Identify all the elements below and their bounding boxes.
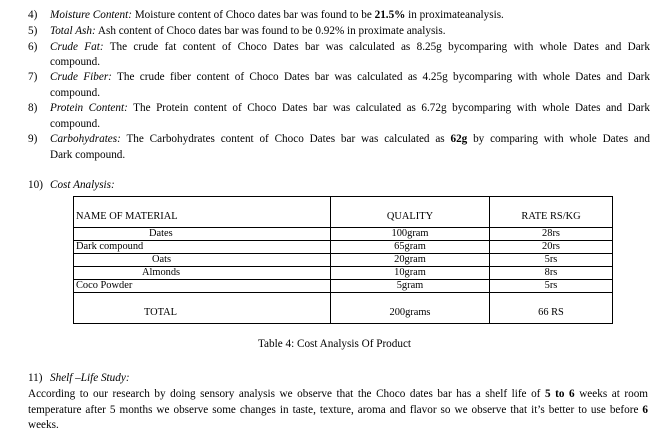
item-label: Crude Fat: — [50, 41, 104, 53]
cell-material: Oats — [74, 254, 331, 267]
item-continuation: compound. — [50, 118, 101, 130]
header-name: NAME OF MATERIAL — [74, 197, 331, 228]
shelf-line-3: weeks. — [28, 419, 59, 431]
cell-material: Almonds — [74, 267, 331, 280]
table-row — [74, 254, 613, 267]
item-number: 7) — [28, 71, 38, 83]
table-row — [74, 280, 613, 293]
cell-material: Dates — [74, 228, 331, 241]
item-number: 6) — [28, 41, 38, 53]
section-label: Cost Analysis: — [50, 179, 115, 191]
cell-quality: 10gram — [331, 267, 490, 280]
item-continuation: compound. — [50, 56, 101, 68]
item-label: Protein Content: — [50, 102, 128, 114]
moisture-value: 21.5% — [374, 9, 406, 21]
shelf-line-1: According to our research by doing sensory analysis we observe that the Choco dates bar has a shelf life of 5 to 6 weeks at room — [28, 388, 648, 400]
cell-rate: 20rs — [490, 241, 613, 254]
total-rate: 66 RS — [490, 293, 613, 324]
item-label: Crude Fiber: — [50, 71, 112, 83]
item-label: Carbohydrates: — [50, 133, 121, 145]
cell-quality: 5gram — [331, 280, 490, 293]
total-quality: 200grams — [331, 293, 490, 324]
item-continuation: Dark compound. — [50, 149, 126, 161]
table-row — [74, 267, 613, 280]
item-number: 4) — [28, 9, 38, 21]
cell-quality: 100gram — [331, 228, 490, 241]
cell-material: Dark compound — [74, 241, 331, 254]
table-total-row — [74, 293, 613, 324]
cell-quality: 20gram — [331, 254, 490, 267]
item-continuation: compound. — [50, 87, 101, 99]
table-header-row — [74, 197, 613, 228]
table-row — [74, 228, 613, 241]
cell-rate: 28rs — [490, 228, 613, 241]
cell-quality: 65gram — [331, 241, 490, 254]
item-number: 10) — [28, 179, 43, 191]
shelf-line-2: temperature after 5 months we observe some changes in taste, texture, aroma and flavor so we observe that it’s better to use before 6 — [28, 404, 648, 416]
table-caption: Table 4: Cost Analysis Of Product — [258, 338, 412, 350]
item-number: 5) — [28, 25, 38, 37]
header-quality: QUALITY — [331, 197, 490, 228]
header-rate: RATE RS/KG — [490, 197, 613, 228]
total-label: TOTAL — [74, 293, 331, 324]
cell-material: Coco Powder — [74, 280, 331, 293]
shelf-weeks-value: 6 — [642, 404, 648, 416]
item-number: 9) — [28, 133, 38, 145]
item-number: 11) — [28, 372, 43, 384]
item-label: Total Ash: — [50, 25, 96, 37]
item-number: 8) — [28, 102, 38, 114]
table-row — [74, 241, 613, 254]
section-label: Shelf –Life Study: — [50, 372, 130, 384]
item-label: Moisture Content: — [50, 9, 132, 21]
shelf-life-value: 5 to 6 — [544, 388, 575, 400]
cell-rate: 5rs — [490, 254, 613, 267]
cost-table — [73, 196, 613, 324]
cell-rate: 5rs — [490, 280, 613, 293]
carbs-value: 62g — [450, 133, 468, 145]
cell-rate: 8rs — [490, 267, 613, 280]
